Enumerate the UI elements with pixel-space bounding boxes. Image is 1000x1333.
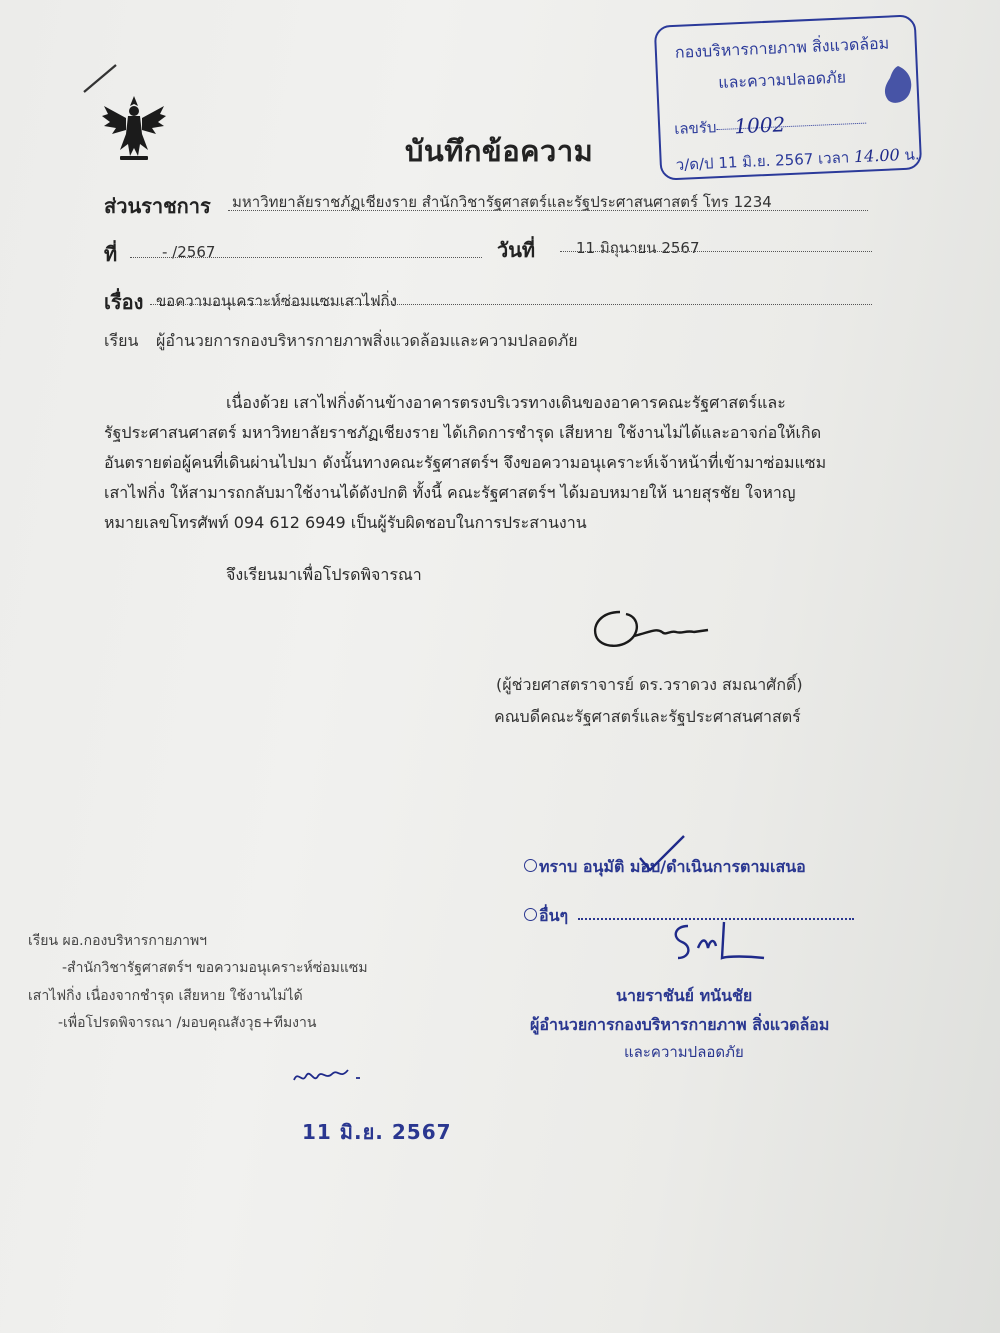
subject-value: ขอความอนุเคราะห์ซ่อมแซมเสาไฟกิ่ง xyxy=(156,292,397,310)
closing-text: จึงเรียนมาเพื่อโปรดพิจารณา xyxy=(226,565,422,584)
number-value: - /2567 xyxy=(162,243,216,261)
approval-other-row xyxy=(524,904,568,929)
to-value: ผู้อำนวยการกองบริหารกายภาพสิ่งแวดล้อมและความปลอดภัย xyxy=(156,331,578,350)
note-line-1: เรียน ผอ.กองบริหารกายภาพฯ xyxy=(28,933,208,949)
date-label: วันที่ xyxy=(497,238,536,262)
option-circle xyxy=(524,859,537,872)
subject-underline xyxy=(150,304,872,305)
body-line-3: อันตรายต่อผู้คนที่เดินผ่านไปมา ดังนั้นทางคณะรัฐศาสตร์ฯ จึงขอความอนุเคราะห์เจ้าหน้าที่เข้ามาซ่อมแซม xyxy=(104,453,827,472)
garuda-emblem xyxy=(98,92,170,164)
body-line-2: รัฐประศาสนศาสตร์ มหาวิทยาลัยราชภัฏเชียงราย ได้เกิดการชำรุด เสียหาย ใช้งานไม่ได้และอาจก่อให้เกิด xyxy=(104,423,822,442)
body-line-1: เนื่องด้วย เสาไฟกิ่งด้านข้างอาคารตรงบริเวรทางเดินของอาคารคณะรัฐศาสตร์และ xyxy=(226,393,786,412)
note-line-4: -เพื่อโปรดพิจารณา /มอบคุณสังวุธ+ทีมงาน xyxy=(58,1015,317,1031)
ink-blot xyxy=(880,64,916,108)
note-line-3: เสาไฟกิ่ง เนื่องจากชำรุด เสียหาย ใช้งานไม่ได้ xyxy=(28,988,303,1004)
note-line-2: -สำนักวิชารัฐศาสตร์ฯ ขอความอนุเคราะห์ซ่อมแซม xyxy=(62,960,368,976)
approval-options-text: ทราบ อนุมัติ มอบ/ดำเนินการตามเสนอ xyxy=(539,857,806,876)
subject-label: เรื่อง xyxy=(104,290,144,314)
director-position-line2: และความปลอดภัย xyxy=(624,1043,744,1061)
stamp-date-row xyxy=(675,142,920,177)
date-underline xyxy=(560,251,872,252)
approval-other-label: อื่นๆ xyxy=(539,906,569,925)
number-label: ที่ xyxy=(104,242,118,266)
department-label: ส่วนราชการ xyxy=(104,194,211,218)
approval-checkmark xyxy=(636,832,688,876)
department-value: มหาวิทยาลัยราชภัฏเชียงราย สำนักวิชารัฐศาสตร์และรัฐประศาสนศาสตร์ โทร 1234 xyxy=(232,193,772,211)
department-underline xyxy=(228,210,868,211)
memo-title: บันทึกข้อความ xyxy=(405,134,594,168)
dean-signature xyxy=(590,602,720,658)
date-value: 11 มิถุนายน 2567 xyxy=(576,239,700,257)
director-name: นายราชันย์ ทนันชัย xyxy=(616,986,753,1005)
director-position-line1: ผู้อำนวยการกองบริหารกายภาพ สิ่งแวดล้อม xyxy=(530,1015,830,1034)
stamp-receipt-number: 1002 xyxy=(733,112,786,139)
signer-position: คณบดีคณะรัฐศาสตร์และรัฐประศาสนศาสตร์ xyxy=(494,707,801,726)
director-signature xyxy=(668,918,768,968)
body-line-4: เสาไฟกิ่ง ให้สามารถกลับมาใช้งานได้ดังปกติ ทั้งนี้ คณะรัฐศาสตร์ฯ ได้มอบหมายให้ นายสุรชัย ใจหาญ xyxy=(104,483,796,502)
other-circle xyxy=(524,908,537,921)
number-underline xyxy=(130,257,482,258)
to-label: เรียน xyxy=(104,331,139,350)
stamp-time-value: 14.00 xyxy=(853,145,901,167)
stamp-receipt-row xyxy=(674,109,867,141)
stamp-office-line2: และความปลอดภัย xyxy=(717,67,847,93)
stamp-time-label: เวลา xyxy=(817,148,850,168)
stamp-office-line1: กองบริหารกายภาพ สิ่งแวดล้อม xyxy=(674,33,890,62)
stamp-receipt-label: เลขรับ xyxy=(673,118,717,138)
stamp-time-suffix: น. xyxy=(904,145,920,164)
stamp-date-value: 11 มิ.ย. 2567 xyxy=(717,149,814,173)
note-date-stamp: 11 มิ.ย. 2567 xyxy=(302,1120,452,1144)
note-initials xyxy=(290,1060,370,1090)
signer-name: (ผู้ช่วยศาสตราจารย์ ดร.วราดวง สมณาศักดิ์) xyxy=(496,675,803,694)
pen-mark xyxy=(80,62,120,94)
stamp-date-label: ว/ด/ป xyxy=(675,154,714,174)
body-line-5: หมายเลขโทรศัพท์ 094 612 6949 เป็นผู้รับผิดชอบในการประสานงาน xyxy=(104,513,587,532)
